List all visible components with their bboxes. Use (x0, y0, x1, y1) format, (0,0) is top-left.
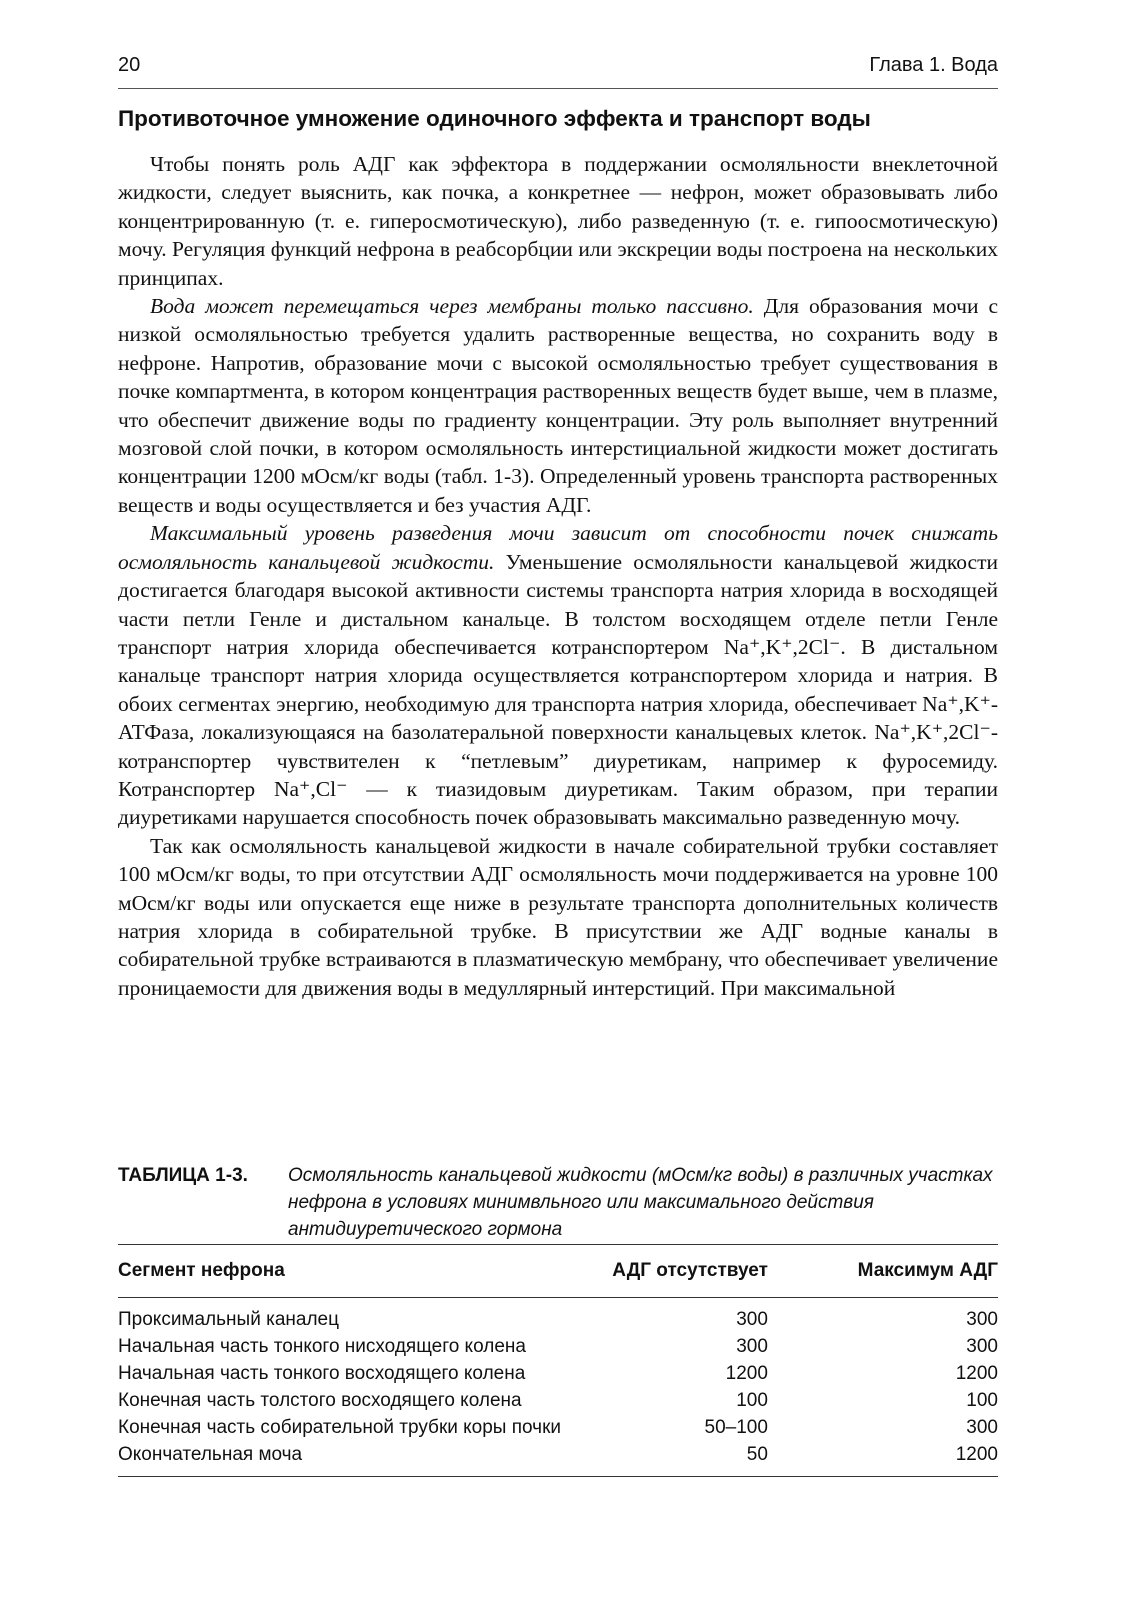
cell-adh-max: 100 (966, 1389, 998, 1411)
table-row (118, 1298, 998, 1334)
cell-segment: Начальная часть тонкого восходящего колена (118, 1362, 526, 1384)
body-text (118, 150, 998, 1002)
table-row (118, 1333, 998, 1360)
paragraph-3-lead: Максимальный уровень разведения мочи зависит от способности почек снижать осмоляльность канальцевой жидкости. (118, 521, 998, 574)
section-heading: Противоточное умножение одиночного эффекта и транспорт воды (118, 106, 871, 131)
column-header-segment: Сегмент нефрона (118, 1260, 285, 1281)
cell-adh-max: 300 (966, 1335, 998, 1357)
cell-adh-absent: 50–100 (704, 1416, 768, 1438)
paragraph-2 (118, 292, 998, 519)
cell-adh-absent: 100 (736, 1389, 768, 1411)
cell-adh-max: 1200 (955, 1443, 998, 1465)
cell-adh-absent: 300 (736, 1335, 768, 1357)
paragraph-2-lead: Вода может перемещаться через мембраны только пассивно. (150, 294, 754, 319)
table-head (118, 1245, 998, 1298)
cell-adh-max: 300 (966, 1416, 998, 1438)
column-header-adh-max: Максимум АДГ (857, 1260, 998, 1281)
paragraph-4: Так как осмоляльность канальцевой жидкости в начале собирательной трубки составляет 100 мОсм/кг воды, то при отсутствии АДГ осмоляльность мочи поддерживается на уровне 100 мОсм/кг воды или опускается еще ниже в результате транспорта дополнительных количеств натрия хлорида в собирательной трубке. В присутствии же АДГ водные каналы в собирательной трубке встраиваются в плазматическую мембрану, что обеспечивает увеличение проницаемости для движения воды в медуллярный интерстиций. При максимальной (118, 833, 998, 1000)
paragraph-2-text: Для образования мочи с низкой осмоляльностью требуется удалить растворенные вещества, но сохранить воду в нефроне. Напротив, образование мочи с высокой осмоляльностью требует существования в почке компартмента, в котором концентрация растворенных веществ будет выше, чем в плазме, что обеспечит движение воды по градиенту концентрации. Эту роль выполняет внутренний мозговой слой почки, в котором осмоляльность интерстициальной жидкости может достигать концентрации 1200 мОсм/кг воды (табл. 1-3). Определенный уровень транспорта растворенных веществ и воды осуществляется и без участия АДГ. (118, 294, 998, 517)
table-label: ТАБЛИЦА 1-3. (118, 1165, 248, 1186)
table-row (118, 1441, 998, 1477)
cell-segment: Конечная часть собирательной трубки коры почки (118, 1416, 562, 1438)
cell-adh-max: 1200 (955, 1362, 998, 1384)
page-number: 20 (118, 54, 141, 76)
column-header-adh-absent: АДГ отсутствует (612, 1260, 768, 1281)
chapter-title: Глава 1. Вода (869, 54, 998, 76)
running-head (118, 54, 998, 89)
cell-segment: Конечная часть толстого восходящего колена (118, 1389, 522, 1411)
table-row (118, 1360, 998, 1387)
cell-adh-absent: 50 (746, 1443, 768, 1465)
table-body (118, 1298, 998, 1477)
cell-segment: Проксимальный каналец (118, 1308, 339, 1330)
osmolality-table (118, 1244, 998, 1477)
cell-segment: Окончательная моча (118, 1443, 303, 1465)
table-row (118, 1387, 998, 1414)
table-row (118, 1414, 998, 1441)
table-header-row (118, 1245, 998, 1298)
paragraph-3-text: Уменьшение осмоляльности канальцевой жидкости достигается благодаря высокой активности системы транспорта натрия хлорида в восходящей части петли Генле и дистальном канальце. В толстом восходящем отделе петли Генле транспорт натрия хлорида обеспечивается котранспортером Na⁺,K⁺,2Cl⁻. В дистальном канальце транспорт натрия хлорида осуществляется котранспортером хлорида и натрия. В обоих сегментах энергию, необходимую для транспорта натрия хлорида, обеспечивает Na⁺,K⁺-АТФаза, локализующаяся на базолатеральной поверхности канальцевых клеток. Na⁺,K⁺,2Cl⁻-котранспортер чувствителен к “петлевым” диуретикам, например к фуросемиду. Котранспортер Na⁺,Cl⁻ — к тиазидовым диуретикам. Таким образом, при терапии диуретиками нарушается способность почек образовывать максимально разведенную мочу. (118, 549, 998, 830)
cell-adh-absent: 300 (736, 1308, 768, 1330)
table-caption-text: Осмоляльность канальцевой жидкости (мОсм/кг воды) в различных участках нефрона в условиях минимвльного или максимального действия антидиуретического гормона (288, 1165, 993, 1240)
paragraph-1: Чтобы понять роль АДГ как эффектора в поддержании осмоляльности внеклеточной жидкости, следует выяснить, как почка, а конкретнее — нефрон, может образовывать либо концентрированную (т. е. гиперосмотическую), либо разведенную (т. е. гипоосмотическую) мочу. Регуляция функций нефрона в реабсорбции или экскреции воды построена на нескольких принципах. (118, 152, 998, 290)
cell-segment: Начальная часть тонкого нисходящего колена (118, 1335, 526, 1357)
cell-adh-max: 300 (966, 1308, 998, 1330)
cell-adh-absent: 1200 (725, 1362, 768, 1384)
paragraph-3 (118, 519, 998, 831)
